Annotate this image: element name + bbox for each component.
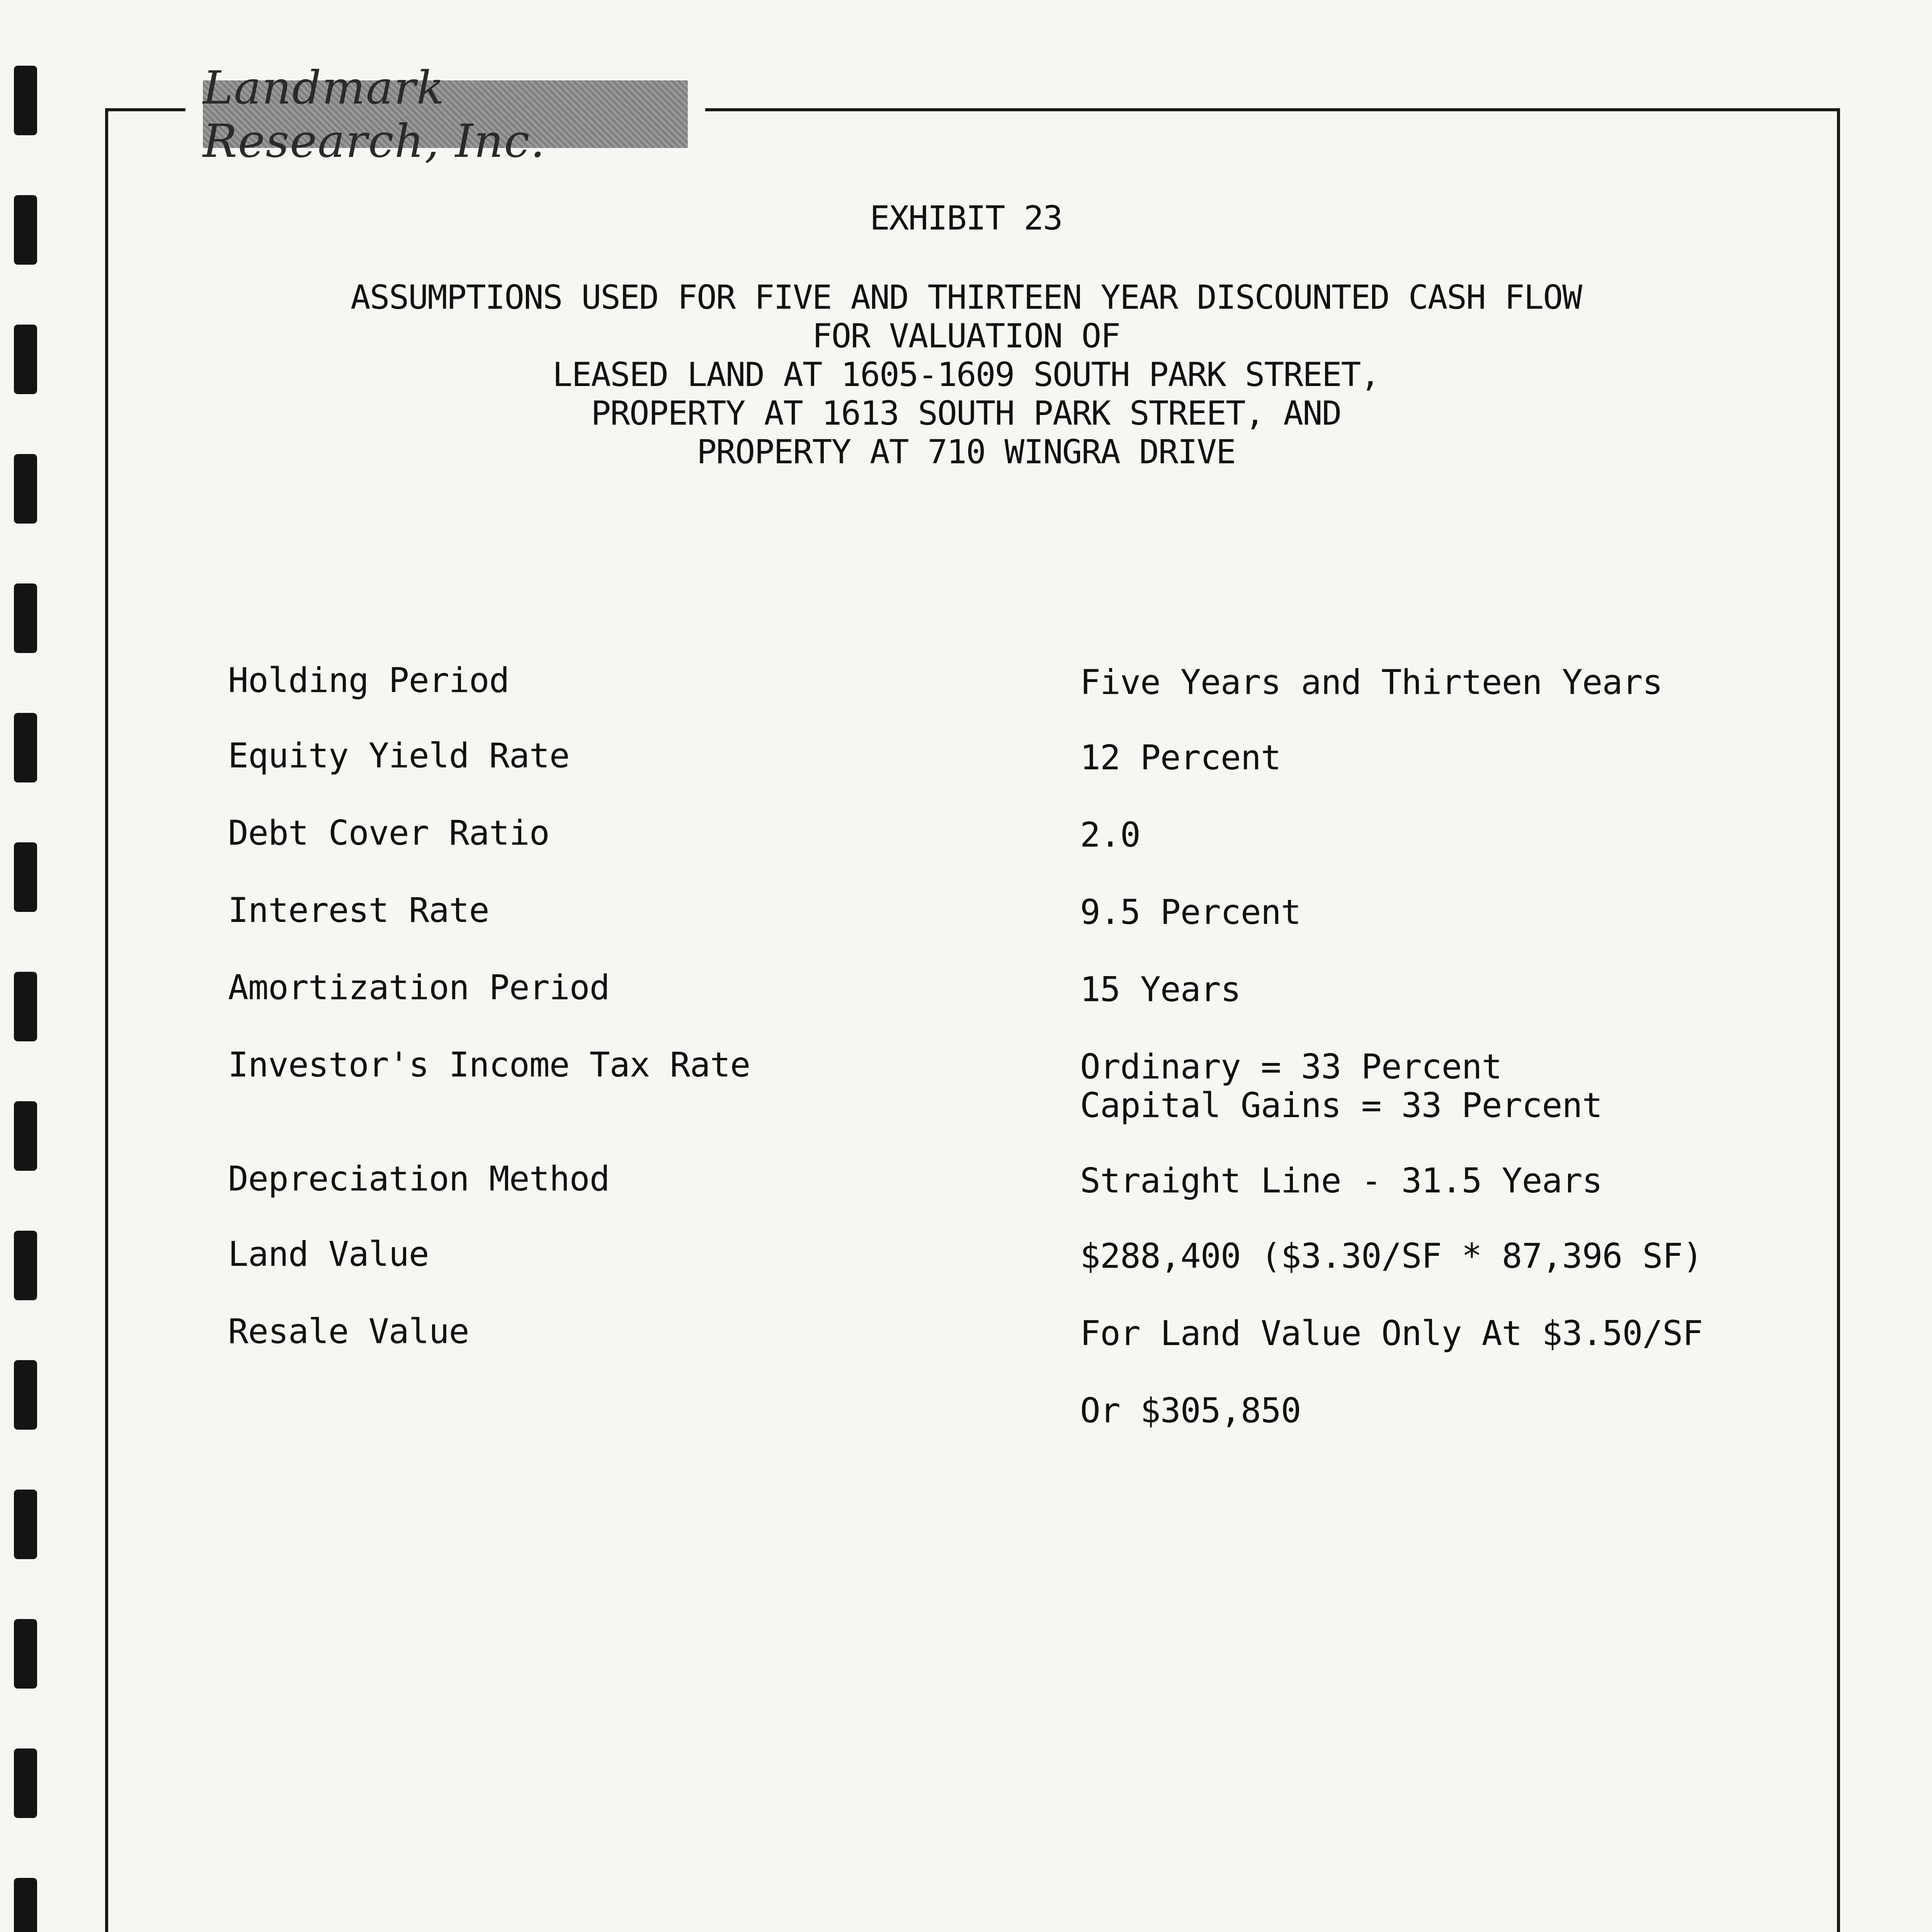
binding-hole bbox=[14, 195, 37, 265]
binding-hole bbox=[14, 1878, 37, 1932]
assumption-label: Depreciation Method bbox=[228, 1159, 610, 1199]
title-line: ASSUMPTIONS USED FOR FIVE AND THIRTEEN YEAR DISCOUNTED CASH FLOW bbox=[350, 278, 1582, 317]
title-line: FOR VALUATION OF bbox=[812, 317, 1120, 355]
assumption-label: Interest Rate bbox=[228, 890, 489, 930]
assumption-value: Straight Line - 31.5 Years bbox=[1080, 1161, 1602, 1201]
assumption-value: Or $305,850 bbox=[1080, 1391, 1301, 1430]
logo-text: Landmark Research, Inc. bbox=[203, 61, 546, 168]
assumption-value: 15 Years bbox=[1080, 969, 1241, 1009]
binding-hole bbox=[14, 1101, 37, 1171]
binding-hole bbox=[14, 454, 37, 524]
title-line: PROPERTY AT 1613 SOUTH PARK STREET, AND bbox=[591, 394, 1341, 433]
assumption-value: Five Years and Thirteen Years bbox=[1080, 662, 1663, 702]
binding-holes bbox=[14, 58, 37, 1932]
assumption-label: Amortization Period bbox=[228, 968, 610, 1007]
assumption-value: 12 Percent bbox=[1080, 738, 1281, 777]
binding-hole bbox=[14, 583, 37, 653]
binding-hole bbox=[14, 1231, 37, 1300]
title-line: PROPERTY AT 710 WINGRA DRIVE bbox=[697, 433, 1235, 471]
page-title bbox=[232, 278, 1700, 471]
assumption-label: Equity Yield Rate bbox=[228, 736, 570, 776]
assumption-label: Investor's Income Tax Rate bbox=[228, 1045, 750, 1085]
title-line: LEASED LAND AT 1605-1609 SOUTH PARK STREET, bbox=[552, 355, 1380, 394]
assumption-label: Holding Period bbox=[228, 660, 509, 700]
exhibit-number: EXHIBIT 23 bbox=[870, 199, 1062, 238]
binding-hole bbox=[14, 1619, 37, 1689]
assumption-value: For Land Value Only At $3.50/SF bbox=[1080, 1313, 1703, 1353]
binding-hole bbox=[14, 1748, 37, 1818]
assumption-value: Capital Gains = 33 Percent bbox=[1080, 1085, 1602, 1125]
assumption-value: Ordinary = 33 Percent bbox=[1080, 1047, 1502, 1087]
assumption-label: Debt Cover Ratio bbox=[228, 813, 549, 853]
company-logo bbox=[203, 61, 688, 168]
binding-hole bbox=[14, 713, 37, 782]
assumption-value: $288,400 ($3.30/SF * 87,396 SF) bbox=[1080, 1236, 1703, 1276]
binding-hole bbox=[14, 1490, 37, 1559]
assumption-label: Resale Value bbox=[228, 1311, 469, 1351]
binding-hole bbox=[14, 1360, 37, 1430]
binding-hole bbox=[14, 842, 37, 912]
assumption-value: 2.0 bbox=[1080, 815, 1140, 855]
assumption-value: 9.5 Percent bbox=[1080, 892, 1301, 932]
binding-hole bbox=[14, 972, 37, 1041]
binding-hole bbox=[14, 66, 37, 135]
binding-hole bbox=[14, 325, 37, 394]
assumption-label: Land Value bbox=[228, 1234, 429, 1274]
